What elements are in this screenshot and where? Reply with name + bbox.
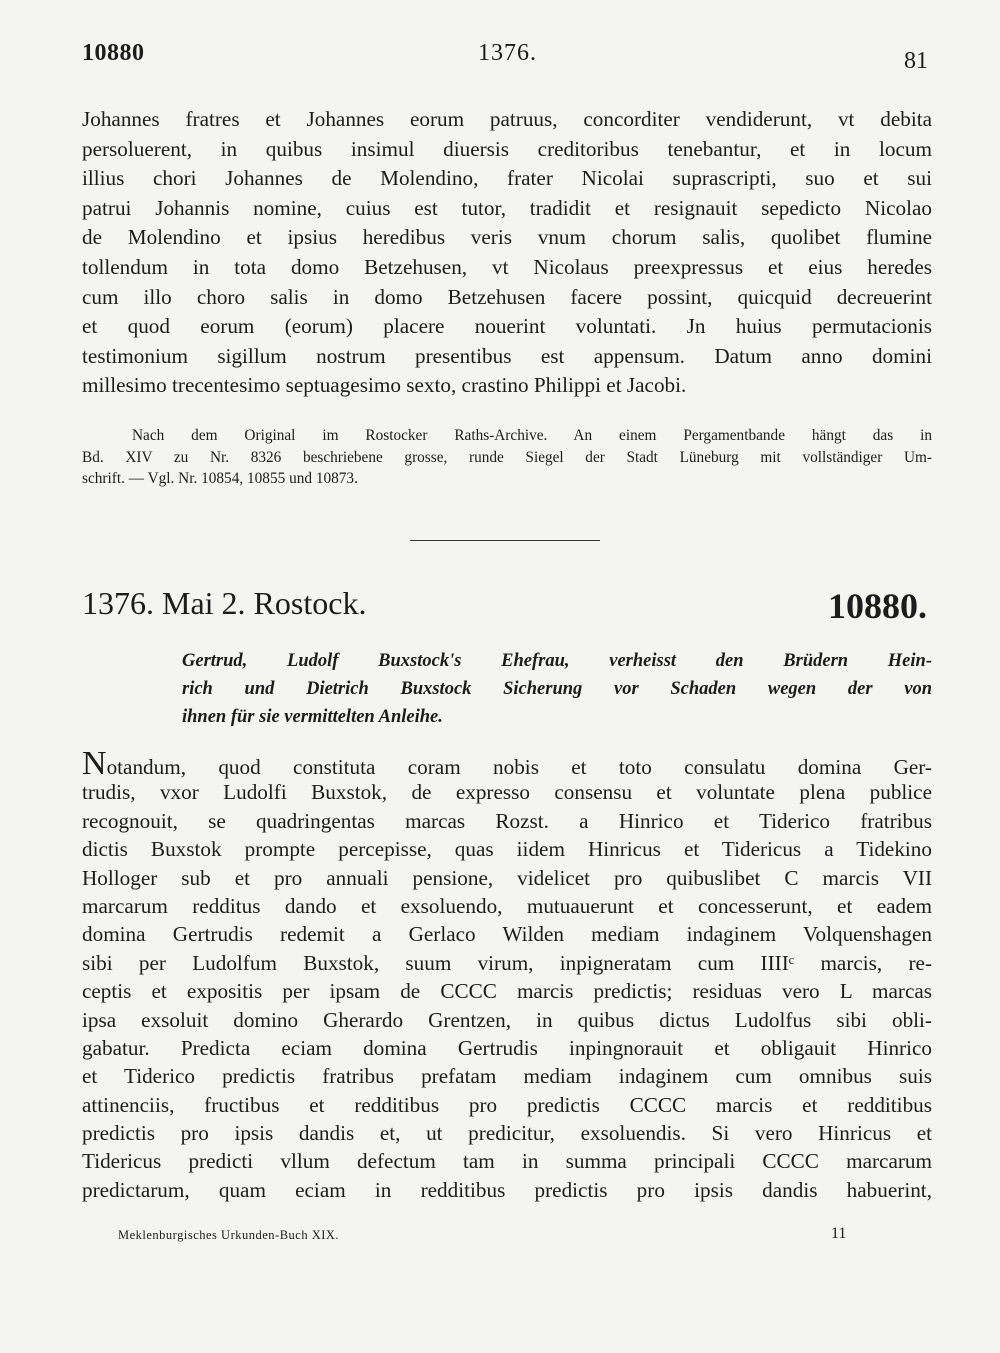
text-line: cum illo choro salis in domo Betzehusen facere possint, quicquid decreuerint (82, 284, 932, 309)
entry-text (82, 745, 932, 1204)
entry-summary (182, 647, 932, 731)
section-divider (410, 540, 600, 541)
text-line: millesimo trecentesimo septuagesimo sexto, crastino Philippi et Jacobi. (82, 373, 687, 398)
text-line: domina Gertrudis redemit a Gerlaco Wilden mediam indaginem Volquenshagen (82, 922, 932, 947)
text-line: predictis pro ipsis dandis et, ut predicitur, exsoluendis. Si vero Hinricus et (82, 1121, 932, 1146)
text-line: ceptis et expositis per ipsam de CCCC marcis predictis; residuas vero L marcas (82, 979, 932, 1004)
text-line: illius chori Johannes de Molendino, frater Nicolai suprascripti, suo et sui (82, 166, 932, 191)
note-line: Bd. XIV zu Nr. 8326 beschriebene grosse, runde Siegel der Stadt Lüneburg mit vollständiger Um- (82, 448, 932, 466)
footer-signature: 11 (831, 1225, 847, 1242)
text-line: predictarum, quam eciam in redditibus predictis pro ipsis dandis habuerint, (82, 1177, 932, 1202)
text-line: ipsa exsoluit domino Gherardo Grentzen, in quibus dictus Ludolfus sibi obli- (82, 1007, 932, 1032)
text-line: et quod eorum (eorum) placere nouerint voluntati. Jn huius permutacionis (82, 314, 932, 339)
text-line: recognouit, se quadringentas marcas Rozst. a Hinrico et Tiderico fratribus (82, 808, 932, 833)
text-line: testimonium sigillum nostrum presentibus est appensum. Datum anno domini (82, 343, 932, 368)
text-line: de Molendino et ipsius heredibus veris vnum chorum salis, quolibet flumine (82, 225, 932, 250)
page-number: 81 (904, 48, 928, 74)
source-note (82, 425, 932, 490)
footer-book-title: Meklenburgisches Urkunden-Buch XIX. (118, 1228, 340, 1242)
text-line: sibi per Ludolfum Buxstok, suum virum, inpigneratam cum IIIIᶜ marcis, re- (82, 950, 932, 975)
text-line: Tidericus predicti vllum defectum tam in summa principali CCCC marcarum (82, 1149, 932, 1174)
text-line: et Tiderico predictis fratribus prefatam mediam indaginem cum omnibus suis (82, 1064, 932, 1089)
running-head-number: 10880 (82, 40, 145, 66)
text-line: Johannes fratres et Johannes eorum patruus, concorditer vendiderunt, vt debita (82, 107, 932, 131)
text-line: marcarum redditus dando et exsoluendo, mutuauerunt et concesserunt, et eadem (82, 893, 932, 918)
note-line: Nach dem Original im Rostocker Raths-Archive. An einem Pergamentbande hängt das in (132, 427, 932, 444)
drop-cap: N (82, 745, 107, 782)
summary-line: rich und Dietrich Buxstock Sicherung vor Schaden wegen der von (182, 679, 932, 699)
text-line: patrui Johannis nomine, cuius est tutor, tradidit et resignauit sepedicto Nicolao (82, 195, 932, 220)
text-line: dictis Buxstok prompte percepisse, quas iidem Hinricus et Tidericus a Tidekino (82, 837, 932, 862)
text-line: persoluerent, in quibus insimul diuersis creditoribus tenebantur, et in locum (82, 136, 932, 161)
text-line: tollendum in tota domo Betzehusen, vt Nicolaus preexpressus et eius heredes (82, 254, 932, 279)
continued-text (82, 105, 932, 401)
note-line: schrift. — Vgl. Nr. 10854, 10855 und 10873. (82, 470, 358, 488)
summary-line: Gertrud, Ludolf Buxstock's Ehefrau, verheisst den Brüdern Hein- (182, 651, 932, 671)
text-line: Holloger sub et pro annuali pensione, videlicet pro quibuslibet C marcis VII (82, 865, 932, 890)
summary-line: ihnen für sie vermittelten Anleihe. (182, 707, 443, 727)
text-line: trudis, vxor Ludolfi Buxstok, de expresso consensu et voluntate plena publice (82, 780, 932, 805)
text-line (82, 745, 932, 782)
text-line: attinenciis, fructibus et redditibus pro predictis CCCC marcis et redditibus (82, 1092, 932, 1117)
first-line-text: otandum, quod constituta coram nobis et toto consulatu domina Ger- (106, 755, 932, 779)
entry-date-place: 1376. Mai 2. Rostock. (82, 585, 367, 621)
text-line: gabatur. Predicta eciam domina Gertrudis inpingnorauit et obligauit Hinrico (82, 1035, 932, 1060)
entry-number: 10880. (828, 586, 927, 626)
running-head-year: 1376. (478, 40, 537, 66)
